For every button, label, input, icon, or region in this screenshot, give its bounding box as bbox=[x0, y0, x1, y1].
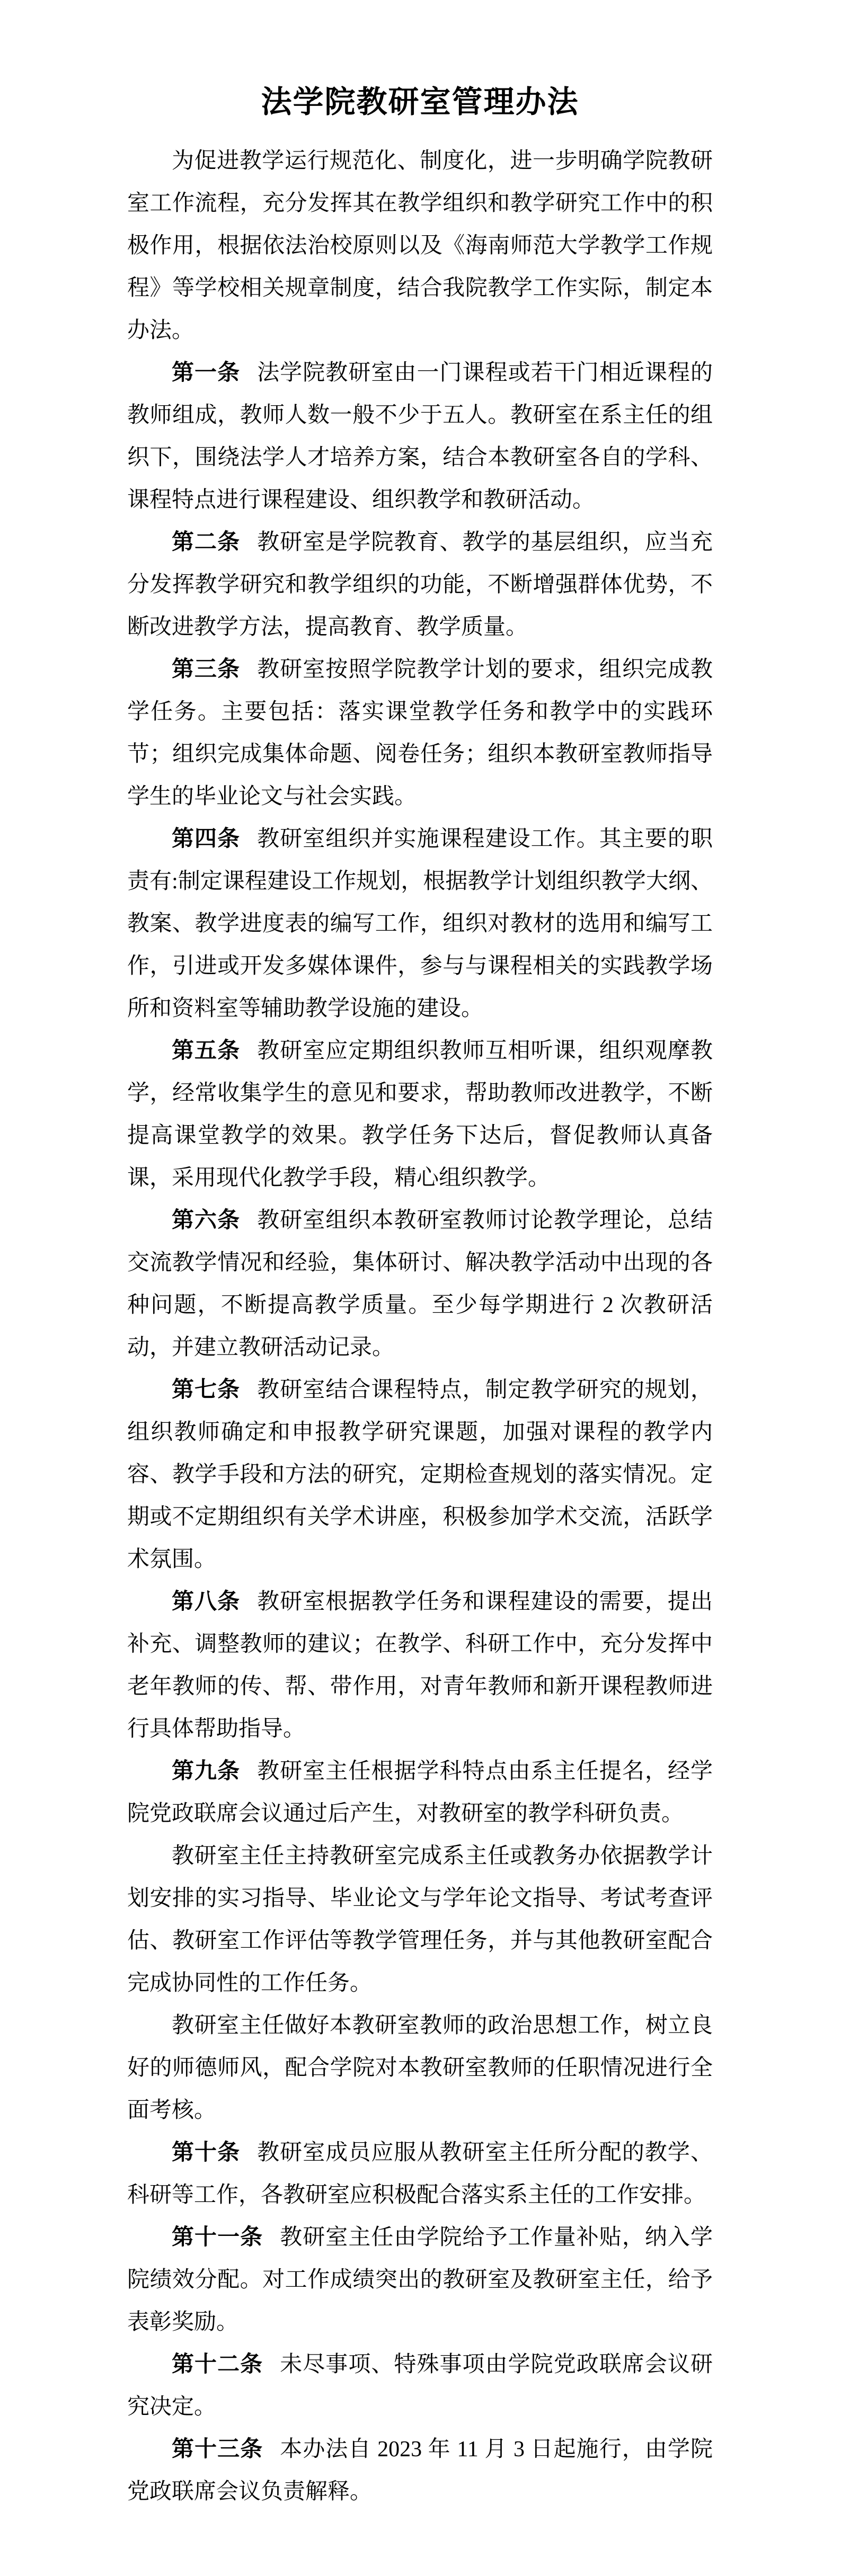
article-12 bbox=[127, 2343, 713, 2428]
article-text: 教研室主任主持教研室完成系主任或教务办依据教学计划安排的实习指导、毕业论文与学年论文指导、考试考查评估、教研室工作评估等教学管理任务，并与其他教研室配合完成协同性的工作任务。 bbox=[127, 1844, 713, 1995]
article-text: 教研室按照学院教学计划的要求，组织完成教学任务。主要包括：落实课堂教学任务和教学中的实践环节；组织完成集体命题、阅卷任务；组织本教研室教师指导学生的毕业论文与社会实践。 bbox=[127, 657, 713, 809]
article-label: 第四条 bbox=[172, 827, 241, 851]
article-9-para-2 bbox=[127, 1835, 713, 2004]
article-13 bbox=[127, 2428, 713, 2513]
article-text: 未尽事项、特殊事项由学院党政联席会议研究决定。 bbox=[127, 2352, 713, 2419]
article-label: 第三条 bbox=[172, 657, 241, 682]
article-text: 法学院教研室由一门课程或若干门相近课程的教师组成，教师人数一般不少于五人。教研室在系主任的组织下，围绕法学人才培养方案，结合本教研室各自的学科、课程特点进行课程建设、组织教学和教研活动。 bbox=[127, 361, 713, 512]
article-label: 第十条 bbox=[172, 2141, 241, 2165]
article-text: 教研室组织并实施课程建设工作。其主要的职责有:制定课程建设工作规划，根据教学计划组织教学大纲、教案、教学进度表的编写工作，组织对教材的选用和编写工作，引进或开发多媒体课件，参与与课程相关的实践教学场所和资料室等辅助教学设施的建设。 bbox=[127, 827, 713, 1021]
article-2 bbox=[127, 521, 713, 648]
article-label: 第一条 bbox=[172, 361, 241, 385]
article-label: 第十二条 bbox=[172, 2352, 263, 2377]
article-11 bbox=[127, 2216, 713, 2343]
article-text: 教研室结合课程特点，制定教学研究的规划，组织教师确定和申报教学研究课题，加强对课程的教学内容、教学手段和方法的研究，定期检查规划的落实情况。定期或不定期组织有关学术讲座，积极参加学术交流，活跃学术氛围。 bbox=[127, 1378, 713, 1572]
article-3 bbox=[127, 648, 713, 818]
article-8 bbox=[127, 1581, 713, 1750]
article-label: 第二条 bbox=[172, 530, 241, 555]
intro-paragraph bbox=[127, 140, 713, 352]
article-text: 教研室主任由学院给予工作量补贴，纳入学院绩效分配。对工作成绩突出的教研室及教研室主任，给予表彰奖励。 bbox=[127, 2225, 713, 2334]
article-text: 教研室是学院教育、教学的基层组织，应当充分发挥教学研究和教学组织的功能，不断增强群体优势，不断改进教学方法，提高教育、教学质量。 bbox=[127, 530, 713, 639]
article-1 bbox=[127, 352, 713, 521]
article-label: 第七条 bbox=[172, 1378, 241, 1402]
article-4 bbox=[127, 818, 713, 1030]
article-text: 为促进教学运行规范化、制度化，进一步明确学院教研室工作流程，充分发挥其在教学组织和教学研究工作中的积极作用，根据依法治校原则以及《海南师范大学教学工作规程》等学校相关规章制度，结合我院教学工作实际，制定本办法。 bbox=[127, 149, 713, 343]
article-text: 教研室成员应服从教研室主任所分配的教学、科研等工作，各教研室应积极配合落实系主任的工作安排。 bbox=[127, 2141, 713, 2207]
article-text: 教研室应定期组织教师互相听课，组织观摩教学，经常收集学生的意见和要求，帮助教师改进教学，不断提高课堂教学的效果。教学任务下达后，督促教师认真备课，采用现代化教学手段，精心组织教学。 bbox=[127, 1039, 713, 1190]
article-text: 教研室主任做好本教研室教师的政治思想工作，树立良好的师德师风，配合学院对本教研室教师的任职情况进行全面考核。 bbox=[127, 2013, 713, 2123]
article-label: 第八条 bbox=[172, 1590, 241, 1614]
article-text: 教研室主任根据学科特点由系主任提名，经学院党政联席会议通过后产生，对教研室的教学科研负责。 bbox=[127, 1759, 713, 1826]
article-label: 第六条 bbox=[172, 1208, 241, 1233]
article-9-para-3 bbox=[127, 2004, 713, 2132]
article-text: 本办法自 2023 年 11 月 3 日起施行，由学院党政联席会议负责解释。 bbox=[127, 2437, 713, 2504]
article-label: 第九条 bbox=[172, 1759, 241, 1784]
article-7 bbox=[127, 1369, 713, 1581]
article-5 bbox=[127, 1030, 713, 1199]
document-title: 法学院教研室管理办法 bbox=[261, 85, 579, 119]
article-10 bbox=[127, 2132, 713, 2216]
article-label: 第十一条 bbox=[172, 2225, 263, 2250]
article-label: 第五条 bbox=[172, 1039, 241, 1063]
article-9 bbox=[127, 1750, 713, 1835]
article-text: 教研室根据教学任务和课程建设的需要，提出补充、调整教师的建议；在教学、科研工作中，充分发挥中老年教师的传、帮、带作用，对青年教师和新开课程教师进行具体帮助指导。 bbox=[127, 1590, 713, 1741]
article-label: 第十三条 bbox=[172, 2437, 263, 2462]
article-6 bbox=[127, 1199, 713, 1369]
article-text: 教研室组织本教研室教师讨论教学理论，总结交流教学情况和经验，集体研讨、解决教学活动中出现的各种问题，不断提高教学质量。至少每学期进行 2 次教研活动，并建立教研活动记录。 bbox=[127, 1208, 713, 1360]
